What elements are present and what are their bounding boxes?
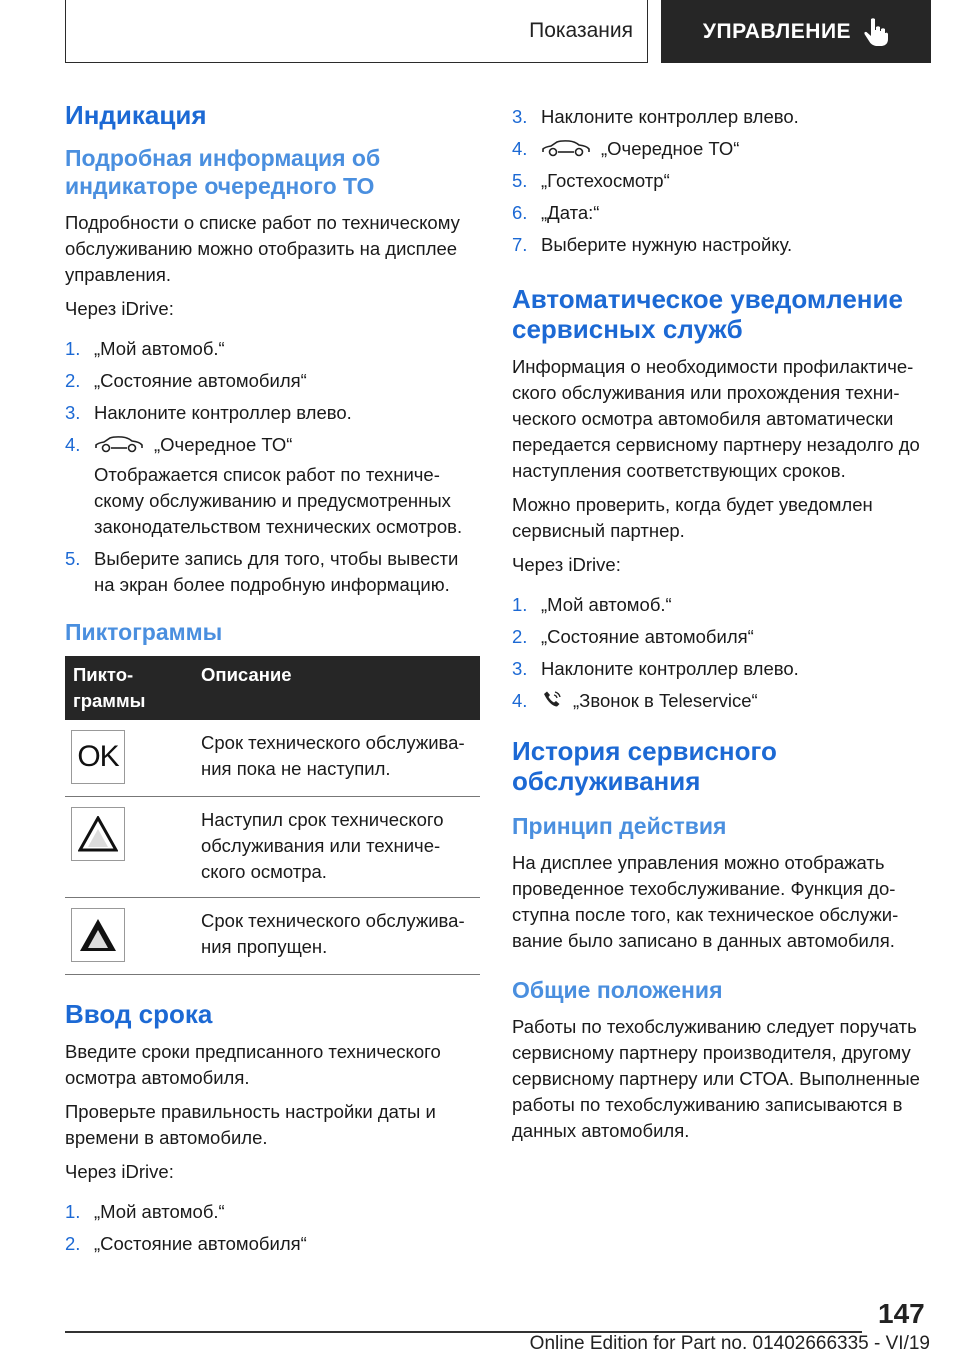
heading-service-history: История сервисного обслуживания xyxy=(512,736,777,796)
column-header-description: Описание xyxy=(193,656,480,720)
heading-indication: Индикация xyxy=(65,100,207,130)
steps-list-3 xyxy=(512,592,927,714)
car-service-icon xyxy=(541,139,591,157)
heading-date-entry: Ввод срока xyxy=(65,999,213,1029)
list-item: 4. „Очередное ТО“ xyxy=(512,138,740,159)
list-item: 6. „Дата:“ xyxy=(512,202,600,223)
table-cell-description: Срок технического обслуживания пропущен. xyxy=(193,898,480,975)
table-row xyxy=(65,797,480,898)
list-item: 4. „Звонок в Teleservice“ xyxy=(512,690,758,711)
warning-triangle-filled-icon xyxy=(71,908,125,962)
heading-auto-notification: Автоматическое уведомление сервисных служб xyxy=(512,284,903,344)
paragraph-date-2: Проверьте правильность настройки даты и времени в автомобиле. xyxy=(65,1101,436,1148)
heading-general: Общие положения xyxy=(512,977,723,1003)
steps-list-1 xyxy=(65,336,480,598)
list-item: 1. „Мой автомоб.“ xyxy=(512,594,672,615)
heading-details: Подробная информация об индикаторе очередного ТО xyxy=(65,145,381,199)
steps-list-continued xyxy=(512,104,927,258)
header-chapter-tab xyxy=(661,0,931,63)
list-item: 4. „Очередное ТО“ Отображается список работ по техническому обслуживанию и предусмотренных законодательством технических осмотров. xyxy=(65,432,480,540)
paragraph-general: Работы по техобслуживанию следует поручать сервисному партнеру производителя, другому сервисному партнеру или СТОА. Выполненные работы по техобслуживанию записываются в данных автомобиля. xyxy=(512,1016,920,1141)
header-section-tab xyxy=(65,0,648,63)
footer-edition: Online Edition for Part no. 01402666335 - VI/19 xyxy=(529,1333,930,1354)
list-item: 3. Наклоните контроллер влево. xyxy=(65,402,352,423)
column-header-pictograms: Пиктограммы xyxy=(65,656,193,720)
paragraph-auto-1: Информация о необходимости профилактического обслуживания или прохождения технического осмотра автомобиля автоматически передается сервисному партнеру незадолго до наступления соответствующих сроков. xyxy=(512,356,920,481)
paragraph-via-idrive-3: Через iDrive: xyxy=(512,554,621,575)
list-item: 2. „Состояние автомобиля“ xyxy=(65,1233,307,1254)
table-header-row xyxy=(65,656,480,720)
table-row xyxy=(65,898,480,975)
steps-list-2 xyxy=(65,1199,480,1257)
header-chapter-label: УПРАВЛЕНИЕ xyxy=(702,19,852,43)
paragraph-details: Подробности о списке работ по техническому обслуживанию можно отобразить на дисплее управления. xyxy=(65,212,460,285)
warning-triangle-outline-icon xyxy=(71,807,125,861)
left-column xyxy=(65,100,480,1277)
paragraph-via-idrive-1: Через iDrive: xyxy=(65,298,174,319)
heading-principle: Принцип действия xyxy=(512,813,727,839)
table-row xyxy=(65,720,480,797)
ok-icon: OK xyxy=(71,730,125,784)
list-item: 2. „Состояние автомобиля“ xyxy=(512,626,754,647)
list-item: 3. Наклоните контроллер влево. xyxy=(512,658,799,679)
hand-pointer-icon xyxy=(863,17,889,47)
list-item: 5. „Гостехосмотр“ xyxy=(512,170,670,191)
pictograms-table xyxy=(65,656,480,975)
list-item: 1. „Мой автомоб.“ xyxy=(65,338,225,359)
paragraph-via-idrive-2: Через iDrive: xyxy=(65,1161,174,1182)
paragraph-principle: На дисплее управления можно отображать проведенное техобслуживание. Функция доступна после того, как техническое обслуживание было записано в данных автомобиля. xyxy=(512,852,899,951)
header-section-label: Показания xyxy=(529,19,633,42)
list-item: 3. Наклоните контроллер влево. xyxy=(512,106,799,127)
right-column xyxy=(512,104,927,1152)
list-item-note: Отображается список работ по техническому обслуживанию и предусмотренных законодательством технических осмотров. xyxy=(94,464,463,537)
paragraph-auto-2: Можно проверить, когда будет уведомлен сервисный партнер. xyxy=(512,494,873,541)
car-service-icon xyxy=(94,435,144,453)
list-item: 1. „Мой автомоб.“ xyxy=(65,1201,225,1222)
list-item: 7. Выберите нужную настройку. xyxy=(512,234,793,255)
list-item: 5. Выберите запись для того, чтобы вывести на экран более подробную информацию. xyxy=(65,548,459,595)
table-cell-description: Наступил срок технического обслуживания или технического осмотра. xyxy=(193,797,480,898)
paragraph-date-1: Введите сроки предписанного технического осмотра автомобиля. xyxy=(65,1041,441,1088)
heading-pictograms: Пиктограммы xyxy=(65,619,223,645)
page-number: 147 xyxy=(878,1298,925,1329)
table-cell-description: Срок технического обслуживания пока не наступил. xyxy=(193,720,480,797)
teleservice-phone-icon xyxy=(541,690,563,710)
list-item: 2. „Состояние автомобиля“ xyxy=(65,370,307,391)
